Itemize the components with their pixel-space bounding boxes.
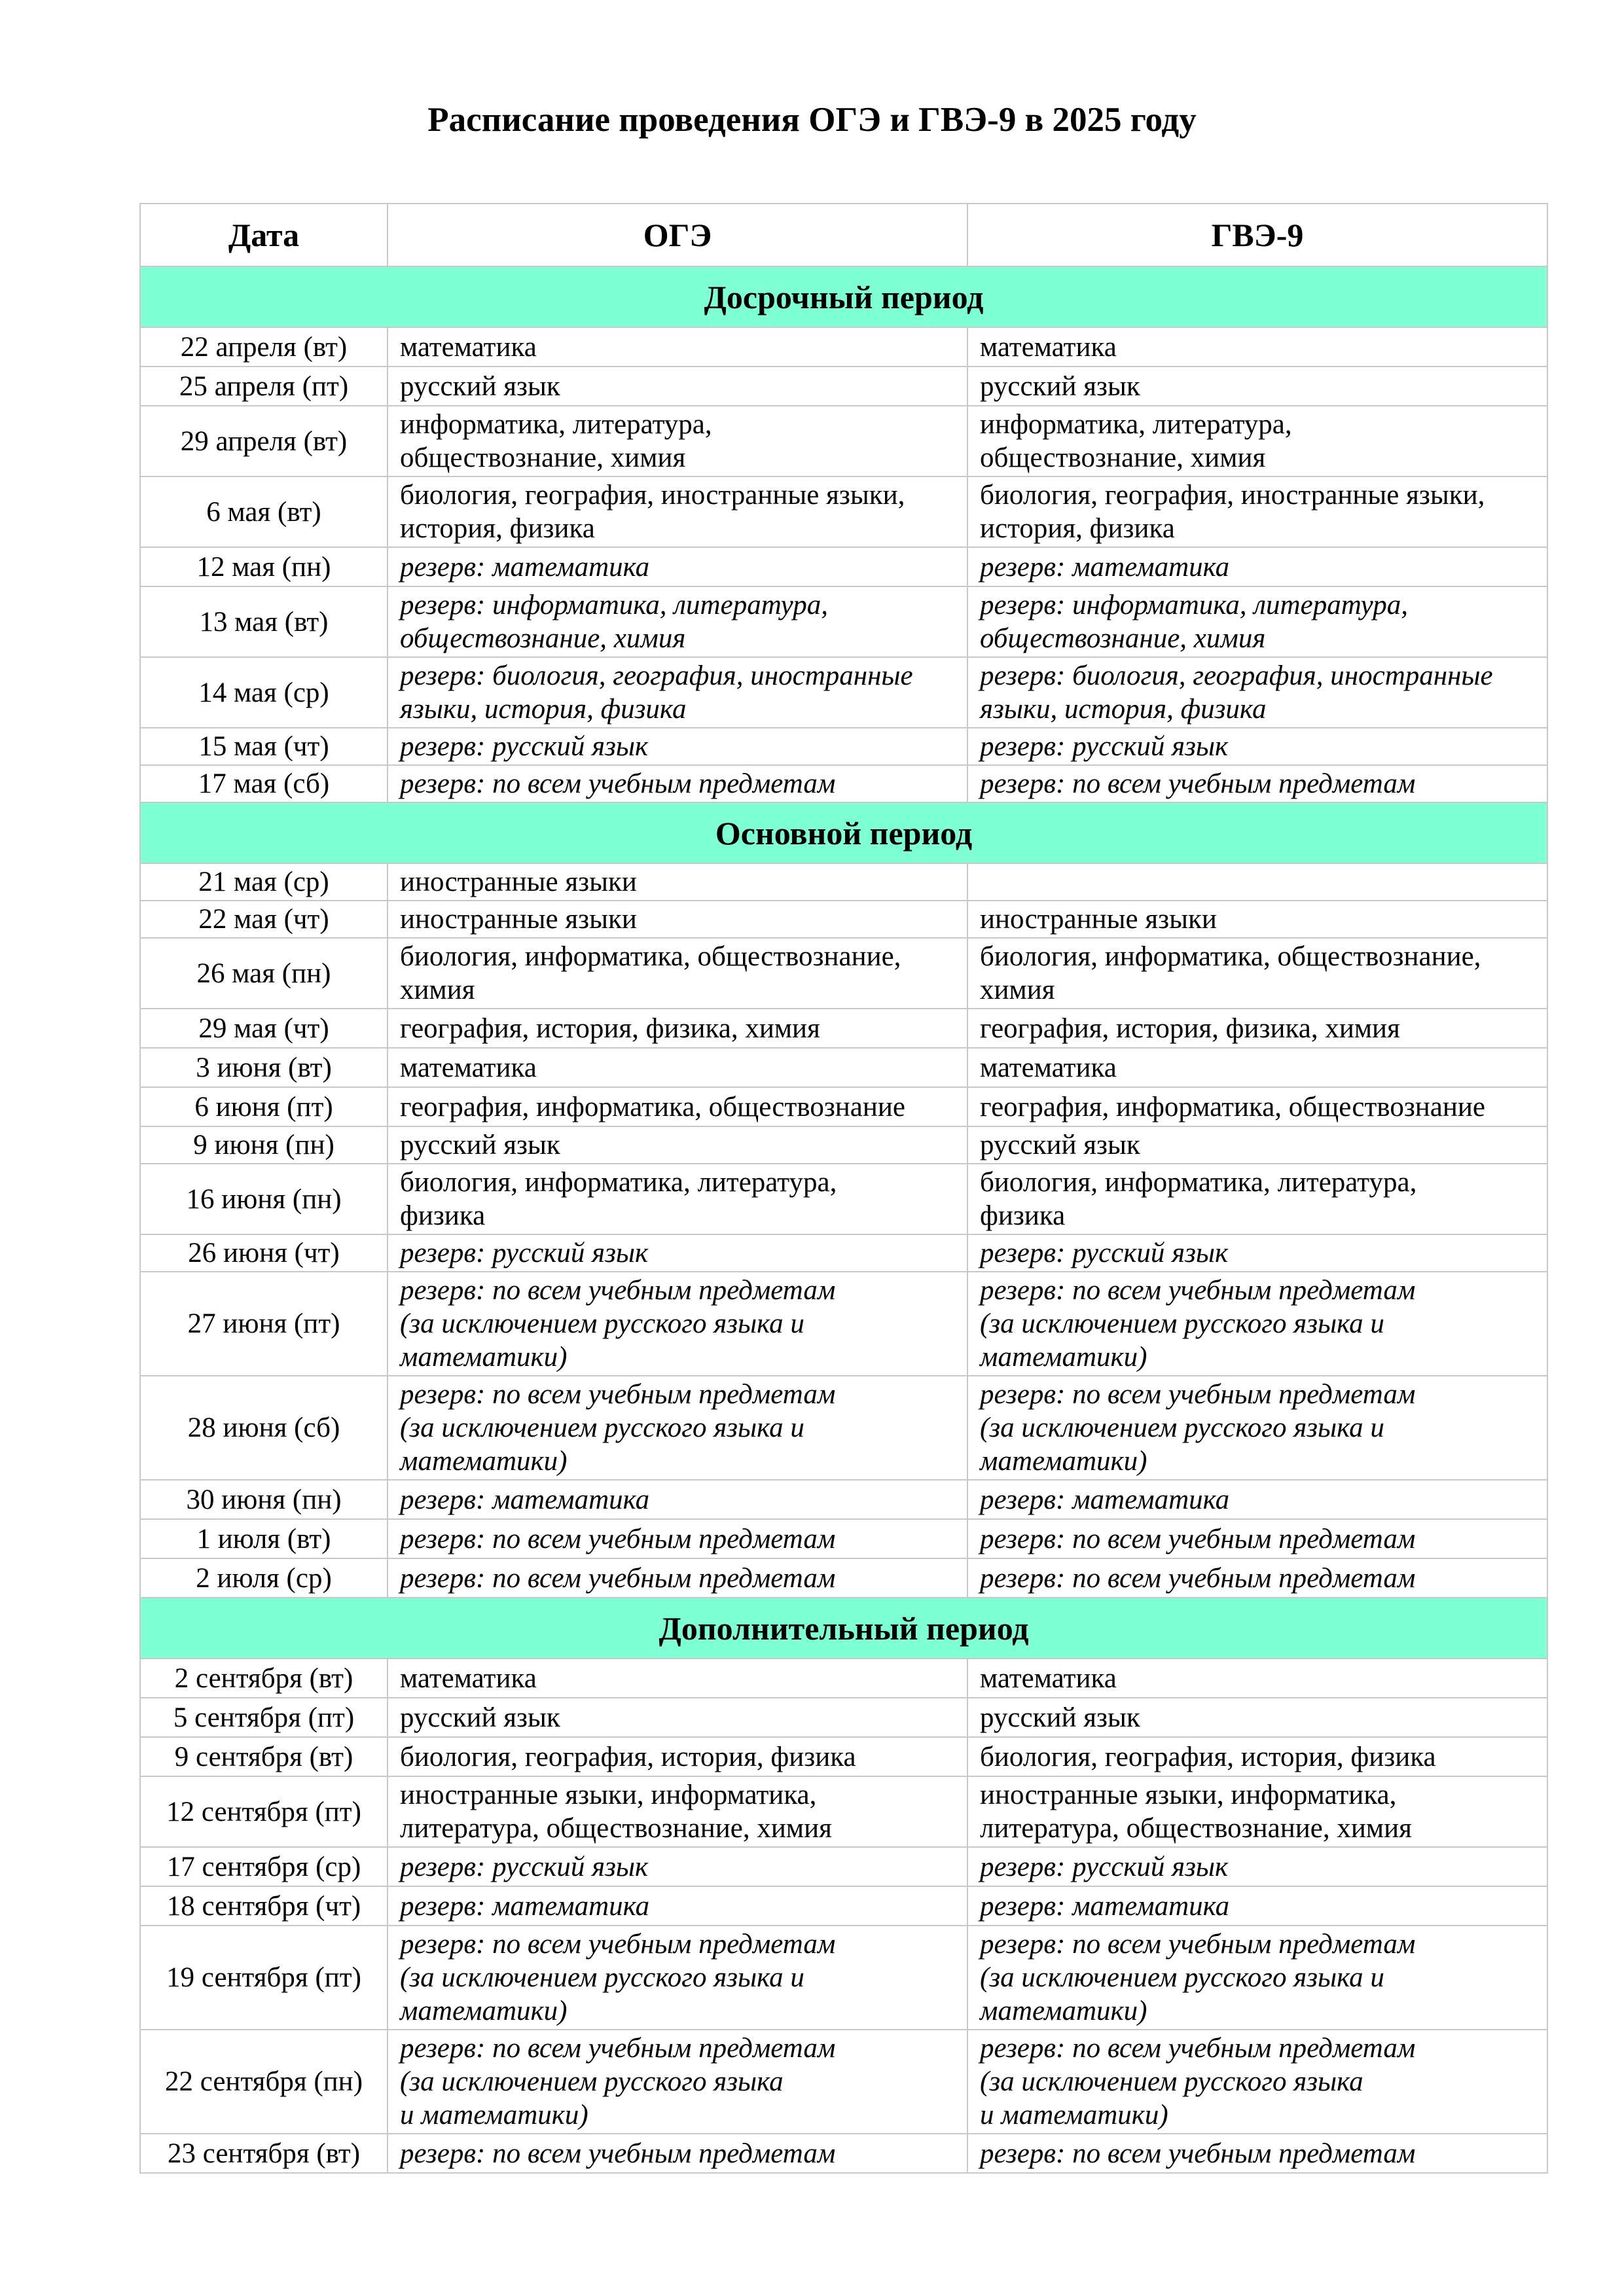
gve-subjects: иностранные языки, информатика, литература, обществознание, химия — [967, 1776, 1547, 1847]
oge-subjects: резерв: русский язык — [388, 728, 967, 765]
oge-subjects: математика — [388, 1048, 967, 1087]
oge-subjects: резерв: по всем учебным предметам — [388, 765, 967, 802]
period-row — [140, 802, 1547, 863]
oge-subjects: резерв: информатика, литература, обществознание, химия — [388, 586, 967, 657]
schedule-row — [140, 1048, 1547, 1087]
exam-date: 17 сентября (ср) — [140, 1847, 388, 1886]
exam-date: 17 мая (сб) — [140, 765, 388, 802]
gve-subjects — [967, 863, 1547, 901]
header-row — [140, 204, 1547, 266]
exam-date: 22 сентября (пн) — [140, 2030, 388, 2134]
gve-subjects: математика — [967, 327, 1547, 367]
oge-subjects: резерв: математика — [388, 1886, 967, 1926]
exam-date: 2 июля (ср) — [140, 1558, 388, 1598]
exam-date: 25 апреля (пт) — [140, 367, 388, 406]
schedule-body — [140, 266, 1547, 2173]
exam-date: 23 сентября (вт) — [140, 2134, 388, 2173]
exam-date: 26 мая (пн) — [140, 938, 388, 1009]
gve-subjects: резерв: по всем учебным предметам — [967, 2134, 1547, 2173]
exam-date: 12 сентября (пт) — [140, 1776, 388, 1847]
oge-subjects: биология, информатика, обществознание, химия — [388, 938, 967, 1009]
gve-subjects: резерв: математика — [967, 1480, 1547, 1519]
period-title: Дополнительный период — [140, 1598, 1547, 1659]
exam-date: 27 июня (пт) — [140, 1272, 388, 1376]
schedule-row — [140, 1087, 1547, 1126]
period-row — [140, 1598, 1547, 1659]
gve-subjects: резерв: информатика, литература, обществознание, химия — [967, 586, 1547, 657]
schedule-row — [140, 1558, 1547, 1598]
exam-date: 18 сентября (чт) — [140, 1886, 388, 1926]
schedule-table — [139, 203, 1548, 2174]
oge-subjects: резерв: по всем учебным предметам (за исключением русского языка и математики) — [388, 2030, 967, 2134]
schedule-row — [140, 406, 1547, 476]
gve-subjects: резерв: по всем учебным предметам — [967, 1558, 1547, 1598]
schedule-row — [140, 1519, 1547, 1558]
gve-subjects: резерв: русский язык — [967, 728, 1547, 765]
exam-date: 6 мая (вт) — [140, 476, 388, 547]
oge-subjects: резерв: по всем учебным предметам (за исключением русского языка и математики) — [388, 1926, 967, 2030]
gve-subjects: русский язык — [967, 1698, 1547, 1737]
schedule-row — [140, 901, 1547, 938]
oge-subjects: резерв: русский язык — [388, 1234, 967, 1272]
oge-subjects: русский язык — [388, 367, 967, 406]
oge-subjects: резерв: по всем учебным предметам — [388, 1558, 967, 1598]
oge-subjects: география, информатика, обществознание — [388, 1087, 967, 1126]
schedule-row — [140, 1847, 1547, 1886]
gve-subjects: география, история, физика, химия — [967, 1009, 1547, 1048]
gve-subjects: резерв: биология, география, иностранные языки, история, физика — [967, 657, 1547, 728]
schedule-row — [140, 1659, 1547, 1698]
schedule-row — [140, 586, 1547, 657]
schedule-row — [140, 327, 1547, 367]
schedule-row — [140, 938, 1547, 1009]
oge-subjects: математика — [388, 1659, 967, 1698]
exam-date: 29 апреля (вт) — [140, 406, 388, 476]
exam-date: 26 июня (чт) — [140, 1234, 388, 1272]
schedule-row — [140, 1776, 1547, 1847]
document-title: Расписание проведения ОГЭ и ГВЭ-9 в 2025 году — [427, 101, 1197, 139]
oge-subjects: резерв: математика — [388, 547, 967, 586]
gve-subjects: русский язык — [967, 367, 1547, 406]
schedule-row — [140, 1376, 1547, 1480]
gve-subjects: математика — [967, 1048, 1547, 1087]
exam-date: 9 июня (пн) — [140, 1126, 388, 1164]
gve-subjects: резерв: русский язык — [967, 1847, 1547, 1886]
schedule-row — [140, 863, 1547, 901]
gve-subjects: резерв: по всем учебным предметам (за исключением русского языка и математики) — [967, 2030, 1547, 2134]
gve-subjects: резерв: по всем учебным предметам — [967, 1519, 1547, 1558]
schedule-row — [140, 1272, 1547, 1376]
gve-subjects: резерв: математика — [967, 1886, 1547, 1926]
exam-date: 9 сентября (вт) — [140, 1737, 388, 1776]
gve-subjects: биология, информатика, обществознание, химия — [967, 938, 1547, 1009]
exam-date: 5 сентября (пт) — [140, 1698, 388, 1737]
gve-subjects: резерв: по всем учебным предметам (за исключением русского языка и математики) — [967, 1272, 1547, 1376]
schedule-row — [140, 1926, 1547, 2030]
gve-subjects: биология, информатика, литература, физика — [967, 1164, 1547, 1234]
gve-subjects: география, информатика, обществознание — [967, 1087, 1547, 1126]
oge-subjects: резерв: русский язык — [388, 1847, 967, 1886]
exam-date: 28 июня (сб) — [140, 1376, 388, 1480]
exam-date: 6 июня (пт) — [140, 1087, 388, 1126]
gve-subjects: русский язык — [967, 1126, 1547, 1164]
oge-subjects: информатика, литература, обществознание, химия — [388, 406, 967, 476]
exam-date: 30 июня (пн) — [140, 1480, 388, 1519]
schedule-row — [140, 2134, 1547, 2173]
exam-date: 19 сентября (пт) — [140, 1926, 388, 2030]
oge-subjects: биология, география, иностранные языки, история, физика — [388, 476, 967, 547]
schedule-row — [140, 728, 1547, 765]
gve-subjects: иностранные языки — [967, 901, 1547, 938]
period-row — [140, 266, 1547, 327]
oge-subjects: резерв: по всем учебным предметам — [388, 2134, 967, 2173]
gve-subjects: резерв: по всем учебным предметам — [967, 765, 1547, 802]
exam-date: 13 мая (вт) — [140, 586, 388, 657]
schedule-row — [140, 1886, 1547, 1926]
oge-subjects: резерв: биология, география, иностранные языки, история, физика — [388, 657, 967, 728]
schedule-row — [140, 1164, 1547, 1234]
header-oge: ОГЭ — [388, 204, 967, 266]
gve-subjects: резерв: математика — [967, 547, 1547, 586]
exam-date: 15 мая (чт) — [140, 728, 388, 765]
schedule-row — [140, 1480, 1547, 1519]
schedule-row — [140, 547, 1547, 586]
schedule-row — [140, 367, 1547, 406]
oge-subjects: иностранные языки — [388, 863, 967, 901]
exam-date: 21 мая (ср) — [140, 863, 388, 901]
oge-subjects: резерв: по всем учебным предметам (за исключением русского языка и математики) — [388, 1376, 967, 1480]
period-title: Основной период — [140, 802, 1547, 863]
exam-date: 29 мая (чт) — [140, 1009, 388, 1048]
gve-subjects: резерв: по всем учебным предметам (за исключением русского языка и математики) — [967, 1376, 1547, 1480]
gve-subjects: математика — [967, 1659, 1547, 1698]
gve-subjects: биология, география, история, физика — [967, 1737, 1547, 1776]
schedule-row — [140, 1009, 1547, 1048]
schedule-row — [140, 476, 1547, 547]
oge-subjects: биология, информатика, литература, физика — [388, 1164, 967, 1234]
oge-subjects: русский язык — [388, 1698, 967, 1737]
exam-date: 1 июля (вт) — [140, 1519, 388, 1558]
exam-date: 3 июня (вт) — [140, 1048, 388, 1087]
schedule-row — [140, 2030, 1547, 2134]
exam-date: 22 мая (чт) — [140, 901, 388, 938]
exam-date: 16 июня (пн) — [140, 1164, 388, 1234]
exam-date: 14 мая (ср) — [140, 657, 388, 728]
exam-date: 12 мая (пн) — [140, 547, 388, 586]
oge-subjects: резерв: по всем учебным предметам — [388, 1519, 967, 1558]
gve-subjects: резерв: по всем учебным предметам (за исключением русского языка и математики) — [967, 1926, 1547, 2030]
exam-date: 2 сентября (вт) — [140, 1659, 388, 1698]
oge-subjects: резерв: математика — [388, 1480, 967, 1519]
oge-subjects: география, история, физика, химия — [388, 1009, 967, 1048]
header-gve: ГВЭ-9 — [967, 204, 1547, 266]
oge-subjects: иностранные языки — [388, 901, 967, 938]
period-title: Досрочный период — [140, 266, 1547, 327]
oge-subjects: биология, география, история, физика — [388, 1737, 967, 1776]
schedule-row — [140, 765, 1547, 802]
oge-subjects: иностранные языки, информатика, литература, обществознание, химия — [388, 1776, 967, 1847]
oge-subjects: математика — [388, 327, 967, 367]
schedule-row — [140, 1234, 1547, 1272]
schedule-row — [140, 1126, 1547, 1164]
gve-subjects: информатика, литература, обществознание, химия — [967, 406, 1547, 476]
gve-subjects: резерв: русский язык — [967, 1234, 1547, 1272]
schedule-row — [140, 1737, 1547, 1776]
header-date: Дата — [140, 204, 388, 266]
schedule-row — [140, 657, 1547, 728]
exam-date: 22 апреля (вт) — [140, 327, 388, 367]
oge-subjects: русский язык — [388, 1126, 967, 1164]
schedule-row — [140, 1698, 1547, 1737]
oge-subjects: резерв: по всем учебным предметам (за исключением русского языка и математики) — [388, 1272, 967, 1376]
gve-subjects: биология, география, иностранные языки, история, физика — [967, 476, 1547, 547]
